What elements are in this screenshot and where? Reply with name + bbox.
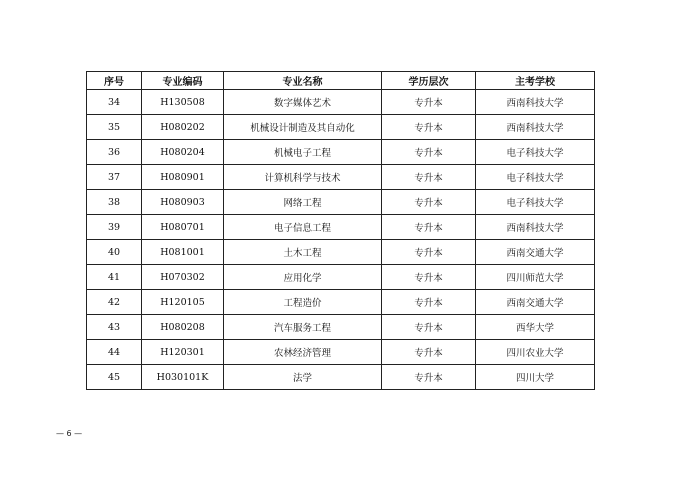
major-code-cell: H120105 [142,290,224,315]
major-name-cell: 汽车服务工程 [224,315,382,340]
table-header-row [87,72,595,90]
major-code-cell: H130508 [142,90,224,115]
serial-number-cell: 41 [87,265,142,290]
exam-school-cell: 四川师范大学 [476,265,595,290]
exam-school-cell: 电子科技大学 [476,140,595,165]
header-serial-number: 序号 [87,72,142,90]
serial-number-cell: 35 [87,115,142,140]
table-row [87,265,595,290]
exam-school-cell: 西南科技大学 [476,90,595,115]
table-row [87,190,595,215]
education-level-cell: 专升本 [382,140,476,165]
exam-school-cell: 四川大学 [476,365,595,390]
header-exam-school: 主考学校 [476,72,595,90]
education-level-cell: 专升本 [382,365,476,390]
table-row [87,215,595,240]
exam-school-cell: 西南交通大学 [476,290,595,315]
education-level-cell: 专升本 [382,315,476,340]
major-code-cell: H080202 [142,115,224,140]
table-row [87,90,595,115]
serial-number-cell: 42 [87,290,142,315]
serial-number-cell: 40 [87,240,142,265]
serial-number-cell: 37 [87,165,142,190]
serial-number-cell: 34 [87,90,142,115]
major-name-cell: 法学 [224,365,382,390]
majors-table [86,71,595,390]
exam-school-cell: 西南交通大学 [476,240,595,265]
major-name-cell: 应用化学 [224,265,382,290]
major-name-cell: 农林经济管理 [224,340,382,365]
header-major-code: 专业编码 [142,72,224,90]
major-name-cell: 数字媒体艺术 [224,90,382,115]
table-body [87,90,595,390]
education-level-cell: 专升本 [382,115,476,140]
exam-school-cell: 西华大学 [476,315,595,340]
major-code-cell: H081001 [142,240,224,265]
major-code-cell: H080208 [142,315,224,340]
serial-number-cell: 45 [87,365,142,390]
major-name-cell: 电子信息工程 [224,215,382,240]
header-education-level: 学历层次 [382,72,476,90]
exam-school-cell: 西南科技大学 [476,115,595,140]
table-row [87,365,595,390]
table-row [87,115,595,140]
exam-school-cell: 西南科技大学 [476,215,595,240]
education-level-cell: 专升本 [382,265,476,290]
serial-number-cell: 43 [87,315,142,340]
major-name-cell: 网络工程 [224,190,382,215]
serial-number-cell: 38 [87,190,142,215]
major-code-cell: H120301 [142,340,224,365]
education-level-cell: 专升本 [382,290,476,315]
education-level-cell: 专升本 [382,90,476,115]
major-name-cell: 计算机科学与技术 [224,165,382,190]
exam-school-cell: 四川农业大学 [476,340,595,365]
major-name-cell: 工程造价 [224,290,382,315]
major-code-cell: H080701 [142,215,224,240]
education-level-cell: 专升本 [382,190,476,215]
table-row [87,165,595,190]
major-code-cell: H030101K [142,365,224,390]
major-code-cell: H080901 [142,165,224,190]
education-level-cell: 专升本 [382,215,476,240]
major-code-cell: H070302 [142,265,224,290]
education-level-cell: 专升本 [382,165,476,190]
serial-number-cell: 36 [87,140,142,165]
major-code-cell: H080204 [142,140,224,165]
major-name-cell: 机械设计制造及其自动化 [224,115,382,140]
major-name-cell: 机械电子工程 [224,140,382,165]
major-name-cell: 土木工程 [224,240,382,265]
exam-school-cell: 电子科技大学 [476,190,595,215]
table-row [87,340,595,365]
serial-number-cell: 39 [87,215,142,240]
major-code-cell: H080903 [142,190,224,215]
serial-number-cell: 44 [87,340,142,365]
table-row [87,240,595,265]
education-level-cell: 专升本 [382,340,476,365]
page-number: — 6 — [56,429,83,438]
exam-school-cell: 电子科技大学 [476,165,595,190]
table-row [87,290,595,315]
table-row [87,140,595,165]
table-row [87,315,595,340]
header-major-name: 专业名称 [224,72,382,90]
education-level-cell: 专升本 [382,240,476,265]
